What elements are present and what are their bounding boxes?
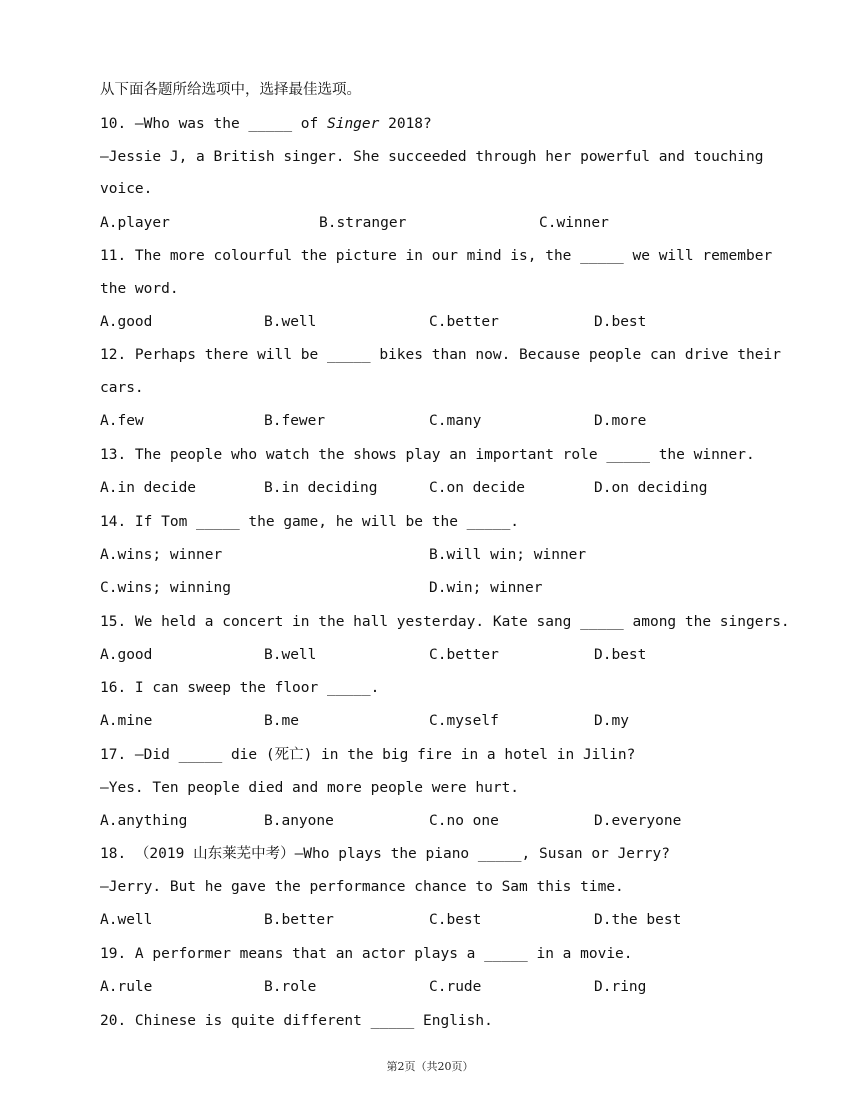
question-13-line-1: 13. The people who watch the shows play an important role _____ the winner. bbox=[100, 447, 755, 463]
question-15-option-d: D.best bbox=[594, 647, 647, 663]
question-16-line-1: 16. I can sweep the floor _____. bbox=[100, 680, 380, 696]
question-18-line-1: 18. （2019 山东莱芜中考）—Who plays the piano _____, Susan or Jerry? bbox=[100, 846, 670, 862]
question-19-line-1: 19. A performer means that an actor plays a _____ in a movie. bbox=[100, 946, 633, 962]
question-12-line-2: cars. bbox=[100, 380, 144, 396]
question-13-option-c: C.on decide bbox=[429, 480, 526, 496]
question-12-option-b: B.fewer bbox=[264, 413, 326, 429]
question-16-option-c: C.myself bbox=[429, 713, 499, 729]
question-17-option-a: A.anything bbox=[100, 813, 188, 829]
question-14-option-a: A.wins; winner bbox=[100, 547, 223, 563]
question-10-option-a: A.player bbox=[100, 215, 170, 231]
question-10-text-a: 10. —Who was the _____ of bbox=[100, 116, 327, 132]
question-14-option-b: B.will win; winner bbox=[429, 547, 587, 563]
question-10-italic-title: Singer bbox=[326, 116, 380, 132]
question-11-option-a: A.good bbox=[100, 314, 153, 330]
question-13-option-d: D.on deciding bbox=[594, 480, 708, 496]
question-11-option-b: B.well bbox=[264, 314, 317, 330]
question-18-line-2: —Jerry. But he gave the performance chance to Sam this time. bbox=[100, 879, 624, 895]
question-10-text-b: 2018? bbox=[379, 116, 432, 132]
question-16-option-d: D.my bbox=[594, 713, 629, 729]
question-11-line-1: 11. The more colourful the picture in our mind is, the _____ we will remember bbox=[100, 248, 773, 264]
instruction-text: 从下面各题所给选项中，选择最佳选项。 bbox=[100, 82, 361, 98]
question-10-option-b: B.stranger bbox=[319, 215, 407, 231]
question-16-option-a: A.mine bbox=[100, 713, 153, 729]
question-15-option-b: B.well bbox=[264, 647, 317, 663]
question-17-line-2: —Yes. Ten people died and more people were hurt. bbox=[100, 780, 520, 796]
question-14-option-d: D.win; winner bbox=[429, 580, 543, 596]
question-18-option-a: A.well bbox=[100, 912, 153, 928]
question-15-line-1: 15. We held a concert in the hall yesterday. Kate sang _____ among the singers. bbox=[100, 614, 790, 630]
question-11-line-2: the word. bbox=[100, 281, 179, 297]
question-13-option-b: B.in deciding bbox=[264, 480, 378, 496]
question-19-option-b: B.role bbox=[264, 979, 317, 995]
question-18-option-c: C.best bbox=[429, 912, 482, 928]
page-footer: 第2页（共20页） bbox=[386, 1060, 474, 1073]
question-19-option-c: C.rude bbox=[429, 979, 482, 995]
question-18-option-b: B.better bbox=[264, 912, 334, 928]
question-12-option-d: D.more bbox=[594, 413, 647, 429]
question-11-option-d: D.best bbox=[594, 314, 647, 330]
question-19-option-a: A.rule bbox=[100, 979, 153, 995]
question-15-option-a: A.good bbox=[100, 647, 153, 663]
question-18-option-d: D.the best bbox=[594, 912, 682, 928]
question-10-line-3: voice. bbox=[100, 181, 153, 197]
question-11-option-c: C.better bbox=[429, 314, 499, 330]
question-14-option-c: C.wins; winning bbox=[100, 580, 231, 596]
question-12-option-a: A.few bbox=[100, 413, 144, 429]
question-10-line-2: —Jessie J, a British singer. She succeeded through her powerful and touching bbox=[100, 149, 764, 165]
question-17-option-c: C.no one bbox=[429, 813, 499, 829]
question-14-line-1: 14. If Tom _____ the game, he will be the _____. bbox=[100, 514, 520, 530]
question-10-line-1 bbox=[100, 114, 432, 134]
question-17-option-d: D.everyone bbox=[594, 813, 682, 829]
question-15-option-c: C.better bbox=[429, 647, 499, 663]
question-10-option-c: C.winner bbox=[539, 215, 609, 231]
question-13-option-a: A.in decide bbox=[100, 480, 197, 496]
question-12-option-c: C.many bbox=[429, 413, 482, 429]
question-19-option-d: D.ring bbox=[594, 979, 647, 995]
question-16-option-b: B.me bbox=[264, 713, 299, 729]
question-17-option-b: B.anyone bbox=[264, 813, 334, 829]
question-17-line-1: 17. —Did _____ die (死亡) in the big fire in a hotel in Jilin? bbox=[100, 747, 636, 763]
question-20-line-1: 20. Chinese is quite different _____ English. bbox=[100, 1013, 493, 1029]
question-12-line-1: 12. Perhaps there will be _____ bikes than now. Because people can drive their bbox=[100, 347, 781, 363]
